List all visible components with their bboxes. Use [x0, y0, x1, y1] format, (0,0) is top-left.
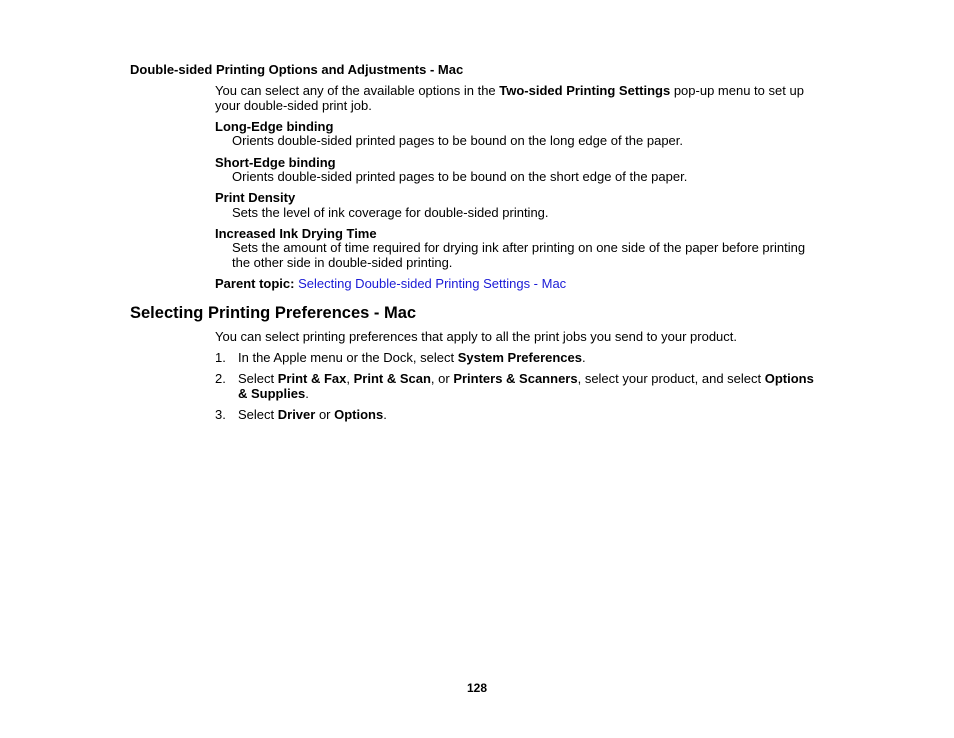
option-desc: Orients double-sided printed pages to be bound on the long edge of the paper. [232, 133, 684, 148]
step-bold: System Preferences [457, 350, 582, 365]
step-item [215, 407, 387, 422]
section-heading-double-sided: Double-sided Printing Options and Adjustments - Mac [130, 62, 464, 77]
step-text: or [315, 407, 335, 422]
section-heading-printing-preferences: Selecting Printing Preferences - Mac [130, 304, 417, 322]
option-term: Print Density [215, 190, 296, 205]
step-number: 2. [215, 371, 226, 386]
step-text: Select [238, 371, 278, 386]
step-text: Select [238, 407, 278, 422]
page-number: 128 [466, 681, 488, 695]
option-term: Short-Edge binding [215, 155, 336, 170]
intro-paragraph [215, 83, 804, 113]
option-term: Long-Edge binding [215, 119, 334, 134]
step-bold: Driver [277, 407, 316, 422]
step-text: , or [430, 371, 454, 386]
step-text: , [346, 371, 354, 386]
step-bold: Options [764, 371, 814, 386]
step-number: 3. [215, 407, 226, 422]
step-item [215, 371, 814, 401]
step-text: , select your product, and select [577, 371, 765, 386]
step-bold: & Supplies [238, 386, 306, 401]
option-desc [232, 240, 805, 270]
intro-bold-term: Two-sided Printing Settings [499, 83, 671, 98]
step-item [215, 350, 586, 365]
step-text: In the Apple menu or the Dock, select [238, 350, 458, 365]
option-desc-line: the other side in double-sided printing. [232, 255, 453, 270]
parent-topic [215, 276, 566, 291]
step-bold: Printers & Scanners [453, 371, 578, 386]
option-desc: Sets the level of ink coverage for double-sided printing. [232, 205, 549, 220]
step-bold: Print & Fax [277, 371, 347, 386]
step-bold: Print & Scan [353, 371, 431, 386]
step-text: . [383, 407, 387, 422]
intro-text-after: pop-up menu to set up [670, 83, 804, 98]
option-desc-line: Sets the amount of time required for drying ink after printing on one side of the paper before printing [232, 240, 806, 255]
section2-intro: You can select printing preferences that apply to all the print jobs you send to your product. [215, 329, 738, 344]
parent-topic-label: Parent topic: [215, 276, 295, 291]
option-desc: Orients double-sided printed pages to be bound on the short edge of the paper. [232, 169, 688, 184]
step-bold: Options [334, 407, 384, 422]
parent-topic-link[interactable]: Selecting Double-sided Printing Settings - Mac [298, 276, 567, 291]
intro-text-line2: your double-sided print job. [215, 98, 372, 113]
option-term: Increased Ink Drying Time [215, 226, 377, 241]
intro-text-before: You can select any of the available options in the [215, 83, 500, 98]
step-number: 1. [215, 350, 226, 365]
step-text: . [305, 386, 309, 401]
step-text: . [582, 350, 586, 365]
